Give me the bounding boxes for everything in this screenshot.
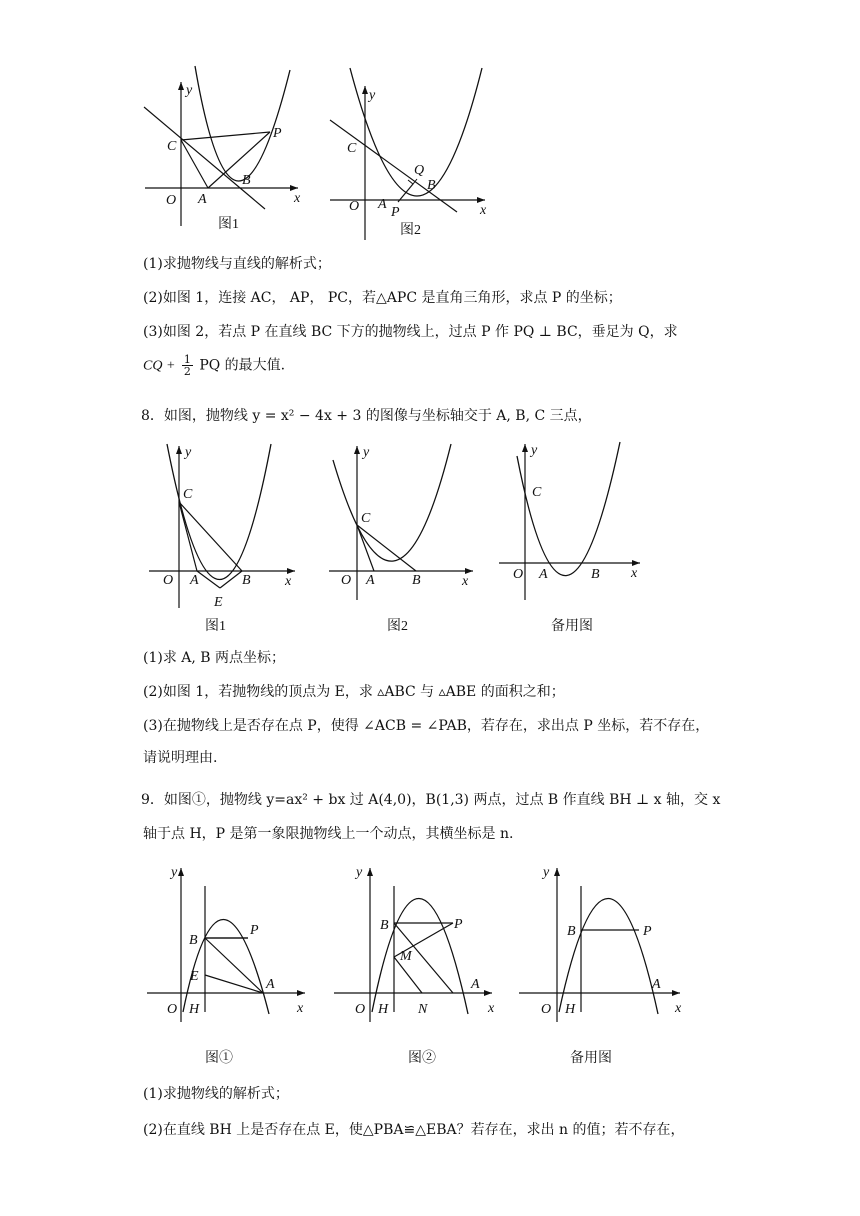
q9-stem-line2: 轴于点 H，P 是第一象限抛物线上一个动点，其横坐标是 n. xyxy=(143,826,514,842)
point-b-label: B xyxy=(242,573,251,588)
point-q-label: Q xyxy=(414,163,425,178)
x-axis-label: x xyxy=(675,1001,682,1016)
point-p-label: P xyxy=(391,205,400,220)
y-axis-label: y xyxy=(363,445,370,460)
point-p-label: P xyxy=(643,924,652,939)
point-a-label: A xyxy=(266,977,275,992)
y-axis-label: y xyxy=(185,445,192,460)
point-a-label: A xyxy=(652,977,661,992)
point-a-label: A xyxy=(366,573,375,588)
point-c-label: C xyxy=(532,485,542,500)
point-b-label: B xyxy=(412,573,421,588)
point-b-label: B xyxy=(591,567,600,582)
q9-part1: (1)求抛物线的解析式； xyxy=(143,1086,289,1102)
point-p-label: P xyxy=(273,126,282,141)
x-axis-label: x xyxy=(297,1001,304,1016)
q9-figure-2 xyxy=(330,862,500,1077)
origin-label: O xyxy=(167,1002,178,1017)
point-h-label: H xyxy=(378,1002,389,1017)
point-b-label: B xyxy=(242,173,251,188)
q8-part2: (2)如图 1，若抛物线的顶点为 E，求 ▵ABC 与 ▵ABE 的面积之和； xyxy=(143,684,565,700)
point-b-label: B xyxy=(567,924,576,939)
origin-label: O xyxy=(513,567,524,582)
q8-part1: (1)求 A, B 两点坐标； xyxy=(143,650,286,666)
fraction-denominator: 2 xyxy=(183,365,191,378)
y-axis-label: y xyxy=(369,88,376,103)
fraction-numerator: 1 xyxy=(183,353,191,366)
x-axis-label: x xyxy=(480,203,487,218)
q7-figure-2 xyxy=(325,62,495,242)
q8-figure-1 xyxy=(145,440,305,635)
figure-caption: 备用图 xyxy=(551,619,593,634)
q8-part3-line1: (3)在抛物线上是否存在点 P，使得 ∠ACB = ∠PAB，若存在，求出点 P 坐标，若不存在， xyxy=(143,718,710,734)
q9-figure-backup xyxy=(515,862,690,1077)
figure-caption: 图1 xyxy=(205,619,226,634)
point-p-label: P xyxy=(250,923,259,938)
x-axis-label: x xyxy=(462,574,469,589)
origin-label: O xyxy=(541,1002,552,1017)
point-c-label: C xyxy=(347,141,357,156)
y-axis-label: y xyxy=(356,865,363,880)
x-axis-label: x xyxy=(294,191,301,206)
fraction-one-half xyxy=(182,354,193,377)
origin-label: O xyxy=(163,573,174,588)
q9-figure-1 xyxy=(145,862,315,1077)
x-axis-label: x xyxy=(285,574,292,589)
point-p-label: P xyxy=(454,917,463,932)
point-a-label: A xyxy=(539,567,548,582)
point-m-label: M xyxy=(400,949,412,964)
x-axis-label: x xyxy=(488,1001,495,1016)
origin-label: O xyxy=(349,199,360,214)
x-axis-label: x xyxy=(631,566,638,581)
origin-label: O xyxy=(341,573,352,588)
figure-caption: 图2 xyxy=(400,223,421,238)
q9-stem-line1: 9．如图①，抛物线 y=ax² + bx 过 A(4,0)，B(1,3) 两点，过点 B 作直线 BH ⊥ x 轴，交 x xyxy=(141,792,721,808)
point-h-label: H xyxy=(565,1002,576,1017)
q7-figure-1 xyxy=(140,62,315,237)
point-b-label: B xyxy=(189,933,198,948)
y-axis-label: y xyxy=(543,865,550,880)
point-c-label: C xyxy=(167,139,177,154)
point-a-label: A xyxy=(190,573,199,588)
point-a-label: A xyxy=(378,197,387,212)
point-c-label: C xyxy=(183,487,193,502)
figure-caption: 备用图 xyxy=(570,1051,612,1066)
q7-part2: (2)如图 1，连接 AC， AP， PC，若△APC 是直角三角形，求点 P 的坐标； xyxy=(143,290,622,306)
point-c-label: C xyxy=(361,511,371,526)
point-n-label: N xyxy=(418,1002,428,1017)
point-b-label: B xyxy=(427,178,436,193)
point-a-label: A xyxy=(471,977,480,992)
point-b-label: B xyxy=(380,918,389,933)
point-e-label: E xyxy=(190,969,199,984)
q9-part2: (2)在直线 BH 上是否存在点 E，使△PBA≌△EBA？若存在，求出 n 的值；若不存在， xyxy=(143,1122,685,1138)
point-e-label: E xyxy=(214,595,223,610)
expression-cq: CQ + xyxy=(143,358,176,374)
figure-caption: 图① xyxy=(205,1051,233,1066)
figure-caption: 图2 xyxy=(387,619,408,634)
origin-label: O xyxy=(355,1002,366,1017)
y-axis-label: y xyxy=(531,443,538,458)
point-a-label: A xyxy=(198,192,207,207)
expression-tail: PQ 的最大值. xyxy=(199,357,286,374)
figure-caption: 图1 xyxy=(218,217,239,232)
point-h-label: H xyxy=(189,1002,200,1017)
q7-part3-line1: (3)如图 2，若点 P 在直线 BC 下方的抛物线上，过点 P 作 PQ ⊥ BC，垂足为 Q，求 xyxy=(143,324,678,340)
q8-stem: 8．如图，抛物线 y = x² − 4x + 3 的图像与坐标轴交于 A, B, C 三点， xyxy=(141,408,592,424)
y-axis-label: y xyxy=(186,83,193,98)
figure-caption: 图② xyxy=(408,1051,436,1066)
q8-figure-2 xyxy=(325,440,485,635)
q7-part1: (1)求抛物线与直线的解析式； xyxy=(143,256,331,272)
q7-part3-line2 xyxy=(143,354,285,377)
q8-figure-backup xyxy=(495,440,655,635)
y-axis-label: y xyxy=(171,865,178,880)
q8-part3-line2: 请说明理由. xyxy=(143,750,218,766)
origin-label: O xyxy=(166,193,177,208)
